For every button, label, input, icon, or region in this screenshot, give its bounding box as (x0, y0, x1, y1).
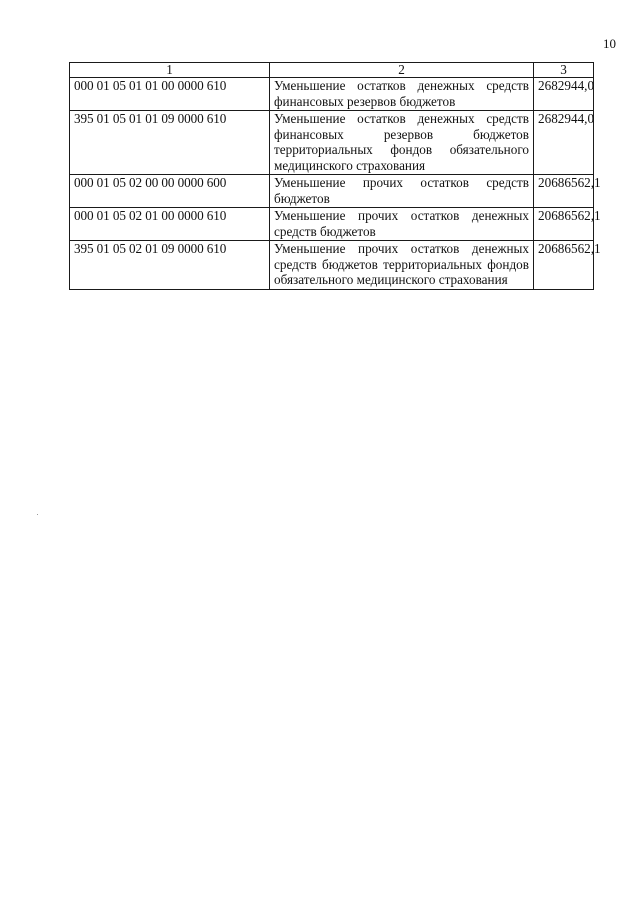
budget-code-cell: 000 01 05 02 00 00 0000 600 (70, 175, 270, 208)
budget-amount-cell: 20686562,1 (534, 241, 594, 290)
budget-name-cell: Уменьшение прочих остатков денежных средств бюджетов (270, 208, 534, 241)
column-header-code: 1 (70, 63, 270, 78)
table-row (70, 175, 594, 208)
budget-sources-table (69, 62, 601, 290)
budget-name-cell: Уменьшение прочих остатков денежных средств бюджетов территориальных фондов обязательного медицинского страхования (270, 241, 534, 290)
page-number: 10 (603, 36, 616, 51)
table-row (70, 241, 594, 290)
table-header-row (70, 63, 594, 78)
budget-code-cell: 000 01 05 01 01 00 0000 610 (70, 78, 270, 111)
budget-amount-cell: 2682944,0 (534, 78, 594, 111)
budget-amount-cell: 20686562,1 (534, 175, 594, 208)
budget-code-cell: 395 01 05 02 01 09 0000 610 (70, 241, 270, 290)
scan-speck (37, 514, 38, 515)
table-row (70, 208, 594, 241)
budget-code-cell: 000 01 05 02 01 00 0000 610 (70, 208, 270, 241)
budget-amount-cell: 2682944,0 (534, 111, 594, 175)
budget-name-cell: Уменьшение остатков денежных средств финансовых резервов бюджетов территориальных фондов обязательного медицинского страхования (270, 111, 534, 175)
budget-amount-cell: 20686562,1 (534, 208, 594, 241)
budget-code-cell: 395 01 05 01 01 09 0000 610 (70, 111, 270, 175)
budget-name-cell: Уменьшение остатков денежных средств финансовых резервов бюджетов (270, 78, 534, 111)
budget-name-cell: Уменьшение прочих остатков средств бюджетов (270, 175, 534, 208)
column-header-amount: 3 (534, 63, 594, 78)
table-row (70, 78, 594, 111)
table-row (70, 111, 594, 175)
column-header-name: 2 (270, 63, 534, 78)
